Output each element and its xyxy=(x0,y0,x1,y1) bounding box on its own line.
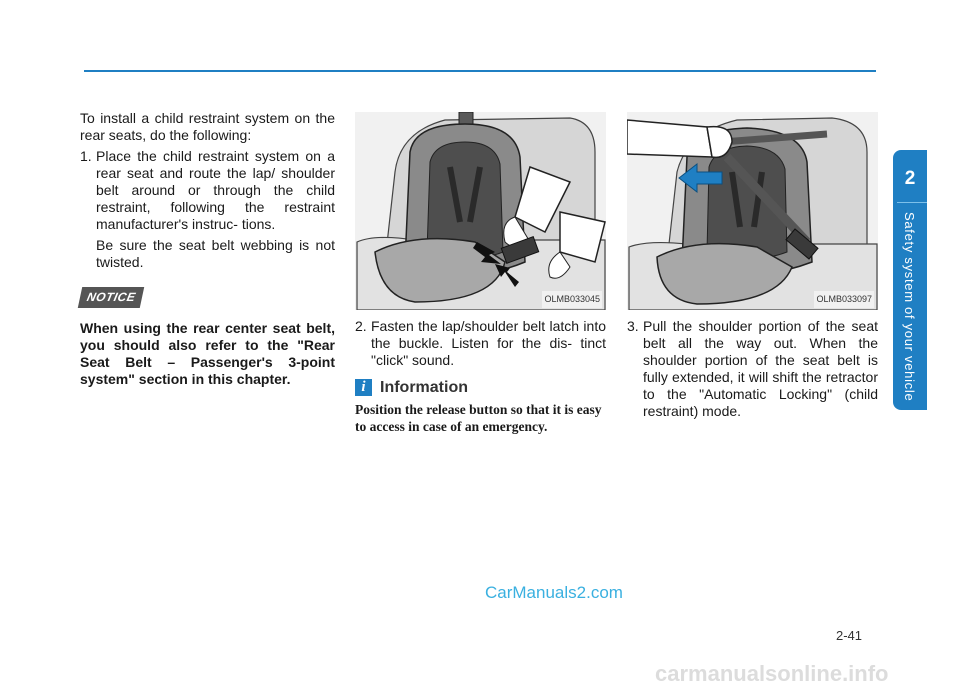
header-rule xyxy=(84,70,876,72)
step-3 xyxy=(627,318,878,420)
column-1 xyxy=(80,110,335,388)
section-title: Safety system of your vehicle xyxy=(902,212,917,402)
watermark-footer: carmanualsonline.info xyxy=(655,661,889,686)
notice-badge: NOTICE xyxy=(78,287,145,308)
information-text: Position the release button so that it is easy to access in case of an emergency. xyxy=(355,402,602,434)
figure-code: OLMB033097 xyxy=(814,291,874,308)
watermark-link[interactable]: CarManuals2.com xyxy=(485,583,623,602)
step-3-number: 3. xyxy=(627,318,639,334)
step-2 xyxy=(355,318,606,369)
figure-buckle xyxy=(355,112,606,310)
step-3-text: Pull the shoulder portion of the seat belt all the way out. When the shoulder portion of the seat belt is fully extended, it will shift the retractor to the "Automatic Locking" (child restraint) mode. xyxy=(643,318,878,419)
step-1 xyxy=(80,148,335,271)
intro-text: To install a child restraint system on the rear seats, do the following: xyxy=(80,110,335,143)
step-2-text: Fasten the lap/shoulder belt latch into the buckle. Listen for the dis- tinct "click" sound. xyxy=(371,318,606,368)
notice-box xyxy=(80,287,335,388)
section-tab-divider xyxy=(897,202,927,203)
figure-code: OLMB033045 xyxy=(542,291,602,308)
step-1-text: Place the child restraint system on a rear seat and route the lap/ shoulder belt around or through the child restraint, following the restraint manufacturer's instruc- tions. xyxy=(96,148,335,232)
step-2-number: 2. xyxy=(355,318,367,334)
section-number: 2 xyxy=(904,168,916,189)
step-1-number: 1. xyxy=(80,148,92,164)
notice-text: When using the rear center seat belt, you should also refer to the "Rear Seat Belt – Passenger's 3-point system" section in this chapter. xyxy=(80,320,335,387)
figure-retractor xyxy=(627,112,878,310)
section-tab[interactable] xyxy=(893,150,927,410)
step-1-subtext: Be sure the seat belt webbing is not twisted. xyxy=(96,237,335,270)
column-3 xyxy=(627,112,878,420)
page-number: 2-41 xyxy=(836,628,863,643)
child-seat-retractor-illustration xyxy=(627,112,878,310)
information-title: Information xyxy=(380,379,468,396)
column-2 xyxy=(355,112,606,435)
information-heading xyxy=(355,379,606,396)
child-seat-buckle-illustration xyxy=(355,112,606,310)
info-icon: i xyxy=(355,379,372,396)
